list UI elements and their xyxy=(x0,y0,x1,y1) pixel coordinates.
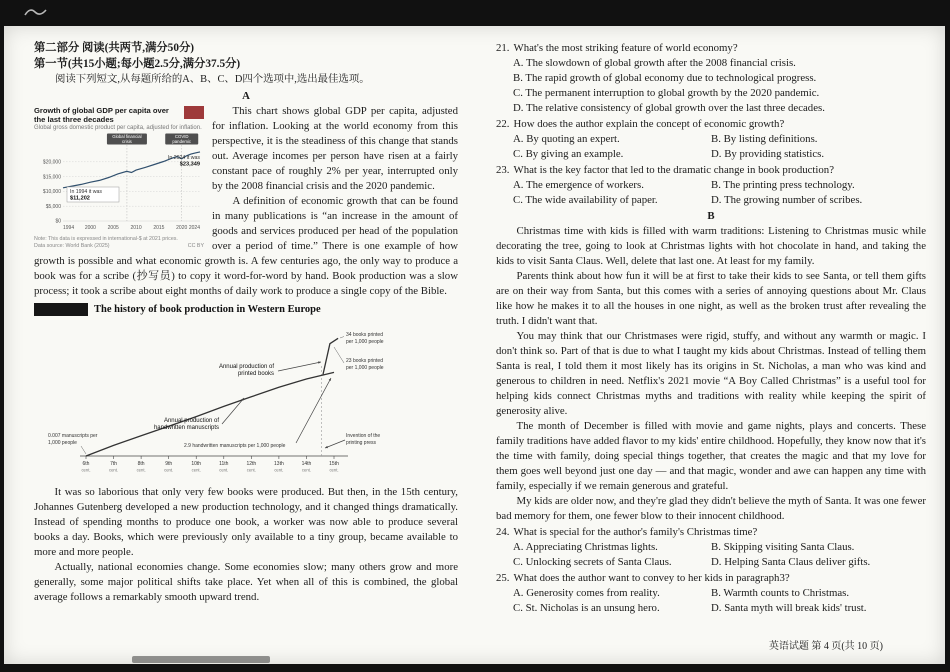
option: C. The permanent interruption to global growth by the 2020 pandemic. xyxy=(513,87,820,99)
printed-low-label: per 1,000 people xyxy=(346,365,384,371)
end-value: $23,349 xyxy=(179,161,200,168)
manuscripts-series-label: handwritten manuscripts xyxy=(153,425,219,431)
question-text: What does the author want to convey to her kids in paragraph3? xyxy=(513,572,790,584)
century-tick-sub: cent. xyxy=(246,467,256,473)
question-number: 25. xyxy=(496,572,510,584)
y-tick-label: $15,000 xyxy=(42,174,61,181)
press-label: Invention of the xyxy=(346,433,381,439)
century-tick: 11th xyxy=(219,461,229,467)
gdp-chart xyxy=(34,106,204,249)
event-annotation: crisis xyxy=(122,138,132,144)
passage-paragraph: Parents think about how fun it will be at first to take their kids to see Santa, or tell them gifts are on their way from Santa, but this comes with a series of annoying questions about Mr. Claus like how he makes it to all the houses in one night, as well as the broken trust after revealing the truth. I didn't want that. xyxy=(496,270,926,327)
manuscripts-series-label: Annual production of xyxy=(163,418,219,424)
passage-paragraph: This chart shows global GDP per capita, adjusted for inflation. Looking at the world economy from this perspective, it is the steadiness of this change that stands out. Average incomes per person have risen at a fairly constant pace of roughly 2% per year, interrupted only by the 2008 financial crisis and the 2020 pandemic. xyxy=(212,105,458,192)
x-tick-label: 2010 xyxy=(130,225,142,231)
options xyxy=(496,132,926,162)
section-heading: 第一节(共15小题;每小题2.5分,满分37.5分) xyxy=(34,58,241,70)
question-text: What's the most striking feature of world economy? xyxy=(513,42,738,54)
century-tick-sub: cent. xyxy=(301,467,311,473)
question-stem xyxy=(496,571,926,586)
question-23 xyxy=(496,163,926,208)
option: C. Unlocking secrets of Santa Claus. xyxy=(513,556,672,568)
passage-paragraph: It was so laborious that only very few books were produced. But then, in the 15th century, Johannes Gutenberg developed a new production technology, and it changed things dramatically. Instead of spending months to produce one book, a worker was now able to produce several books a day. Books, which were previously only available to a tiny group, became available to more and more people. xyxy=(34,486,458,558)
question-number: 22. xyxy=(496,118,510,130)
option: A. The emergence of workers. xyxy=(513,179,644,191)
option: B. By listing definitions. xyxy=(711,133,818,145)
printed-low-label: 23 books printed xyxy=(346,358,383,364)
century-tick: 14th xyxy=(301,461,312,467)
option: A. By quoting an expert. xyxy=(513,133,620,145)
owid-logo-dark xyxy=(34,303,88,316)
question-stem xyxy=(496,117,926,132)
century-tick: 7th xyxy=(110,461,118,467)
question-22 xyxy=(496,117,926,162)
gdp-chart-plot xyxy=(34,133,204,231)
press-label: printing press xyxy=(346,440,377,446)
part-heading: 第二部分 阅读(共两节,满分50分) xyxy=(34,42,195,54)
x-tick-label: 1994 xyxy=(63,225,75,231)
book-production-chart xyxy=(34,302,458,483)
options xyxy=(496,178,926,208)
x-tick-label: 2015 xyxy=(153,225,165,231)
manuscripts-end-label: 2.9 handwritten manuscripts per 1,000 people xyxy=(184,443,286,449)
option: B. The printing press technology. xyxy=(711,179,855,191)
scan-artifact xyxy=(132,656,270,663)
gdp-chart-source: Data source: World Bank (2025) xyxy=(34,242,110,249)
question-text: What is the key factor that led to the dramatic change in book production? xyxy=(513,164,834,176)
option: D. Santa myth will break kids' trust. xyxy=(711,602,867,614)
gdp-chart-subtitle: Global gross domestic product per capita, adjusted for inflation. xyxy=(34,125,202,131)
option: A. The slowdown of global growth after the 2008 financial crisis. xyxy=(513,57,796,69)
printed-series-label: printed books xyxy=(237,371,274,377)
left-column xyxy=(34,40,458,605)
license-label: CC BY xyxy=(187,242,204,249)
page-footer: 英语试题 第 4 页(共 10 页) xyxy=(768,641,883,652)
passage-paragraph: My kids are older now, and they're glad they didn't believe the myth of Santa. It was one fewer bad memory for them, one fewer blow to their innocent childhood. xyxy=(496,495,926,522)
start-value-label: In 1994 it was xyxy=(70,189,103,195)
manuscripts-start-label: 1,000 people xyxy=(48,440,77,446)
options xyxy=(496,540,926,570)
passage-b xyxy=(496,224,926,524)
gdp-chart-note: Note: This data is expressed in international-$ at 2021 prices. xyxy=(34,236,178,242)
y-tick-label: $5,000 xyxy=(45,203,61,210)
gdp-chart-note-block xyxy=(34,236,204,249)
century-tick-sub: cent. xyxy=(109,467,119,473)
question-text: What is special for the author's family's Christmas time? xyxy=(513,526,758,538)
question-stem xyxy=(496,41,926,56)
scan-mark xyxy=(22,3,52,21)
question-number: 23. xyxy=(496,164,510,176)
options xyxy=(496,56,926,116)
option: A. Appreciating Christmas lights. xyxy=(513,541,658,553)
x-tick-label: 2000 xyxy=(84,225,96,231)
book-chart-title: The history of book production in Western Europe xyxy=(94,304,321,315)
option: B. Skipping visiting Santa Claus. xyxy=(711,541,855,553)
owid-logo xyxy=(184,106,204,119)
option: D. By providing statistics. xyxy=(711,148,825,160)
century-tick: 10th xyxy=(191,461,202,467)
options xyxy=(496,586,926,616)
question-number: 24. xyxy=(496,526,510,538)
century-tick-sub: cent. xyxy=(81,467,91,473)
question-25 xyxy=(496,571,926,616)
option: A. Generosity comes from reality. xyxy=(513,587,660,599)
question-stem xyxy=(496,163,926,178)
gdp-chart-title: Growth of global GDP per capita over the last three decades xyxy=(34,106,169,124)
century-tick: 12th xyxy=(246,461,257,467)
option: B. The rapid growth of global economy due to technological progress. xyxy=(513,72,817,84)
x-tick-label: 2005 xyxy=(107,225,119,231)
century-tick-sub: cent. xyxy=(191,467,201,473)
option: C. By giving an example. xyxy=(513,148,624,160)
passage-a-bottom xyxy=(34,485,458,605)
passage-paragraph: The month of December is filled with movie and game nights, plays and concerts. These family traditions have added flavor to my kids' entire childhood. Hopefully, they know now that it's the time with family, doing special things together, that creates the magic and that my love for them goes well beyond just one day — and that magic, wonder and awe can happen any time with family, especially if we remain generous and grateful. xyxy=(496,420,926,492)
passage-paragraph: Actually, national economies change. Some economies slow; many others grow and more generally, some major political shifts take place. Yet when all of this is combined, the global average follows a remarkably smooth upward trend. xyxy=(34,561,458,603)
century-tick: 13th xyxy=(274,461,284,467)
start-value: $11,202 xyxy=(70,195,90,202)
printed-high-label: 34 books printed xyxy=(346,332,383,338)
century-tick-sub: cent. xyxy=(274,467,284,473)
century-tick-sub: cent. xyxy=(219,467,229,473)
century-tick-sub: cent. xyxy=(164,467,174,473)
printed-series-label: Annual production of xyxy=(218,364,274,370)
century-tick-sub: cent. xyxy=(136,467,146,473)
event-annotation: COVID xyxy=(174,134,189,140)
question-21 xyxy=(496,41,926,116)
option: D. The relative consistency of global growth over the last three decades. xyxy=(513,102,825,114)
event-annotation: Global financial xyxy=(112,134,142,140)
printed-high-label: per 1,000 people xyxy=(346,339,384,345)
manuscripts-start-label: 0.007 manuscripts per xyxy=(48,433,98,439)
question-number: 21. xyxy=(496,42,510,54)
century-tick: 9th xyxy=(165,461,173,467)
option: C. The wide availability of paper. xyxy=(513,194,658,206)
century-tick-sub: cent. xyxy=(329,467,339,473)
passage-a-label: A xyxy=(242,90,250,102)
option: D. Helping Santa Claus deliver gifts. xyxy=(711,556,871,568)
passage-paragraph: You may think that our Christmases were rigid, stuffy, and without any warmth or magic. I don't think so. Part of that is due to what I taught my kids about Christmas. Instead of telling them Santa is real, I told them it most likely has its origins in St. Nicholas, a man who was kind and generous to children in need. Netflix's 2021 movie “A Boy Called Christmas” is a useful tool for helping kids connect Christmas myths and traditions with reality while keeping the spirit of generosity alive. xyxy=(496,330,926,417)
question-text: How does the author explain the concept of economic growth? xyxy=(513,118,785,130)
right-column xyxy=(496,40,926,616)
y-tick-label: $10,000 xyxy=(42,189,61,196)
passage-b-label: B xyxy=(707,210,715,222)
passage-paragraph: Christmas time with kids is filled with warm traditions: Listening to Christmas music while decorating the tree, going to look at Christmas lights with hot chocolate in hand, and taking the kids to visit Santa Claus. Well, delete that last one. At least for my family. xyxy=(496,225,926,267)
book-chart-plot xyxy=(34,318,458,478)
y-tick-label: $20,000 xyxy=(42,159,61,166)
questions-21-23 xyxy=(496,41,926,208)
passage-a-top xyxy=(34,104,458,299)
century-tick: 15th xyxy=(329,461,339,467)
instructions: 阅读下列短文,从每题所给的A、B、C、D四个选项中,选出最佳选项。 xyxy=(55,74,370,85)
option: C. St. Nicholas is an unsung hero. xyxy=(513,602,660,614)
question-stem xyxy=(496,525,926,540)
questions-24-25 xyxy=(496,525,926,616)
option: B. Warmth counts to Christmas. xyxy=(711,587,850,599)
exam-paper xyxy=(4,26,945,664)
y-tick-label: $0 xyxy=(55,218,61,225)
passage-paragraph: A definition of economic growth that can be found in many publications is “an increase in the amount of goods and services produced per head of the population over a period of time.” There is one example of how growth is possible and what economic growth is. A few centuries ago, the only way to produce a book was for a scribe (抄写员) to copy it word-for-word by hand. Book production was a slow process; it took a scribe about eight months of daily work to produce a single copy of the Bible. xyxy=(34,195,458,297)
question-24 xyxy=(496,525,926,570)
end-value-label: In 2024 it was xyxy=(167,155,200,161)
gdp-chart-source-line xyxy=(34,243,204,250)
option: D. The growing number of scribes. xyxy=(711,194,863,206)
event-annotation: pandemic xyxy=(172,138,192,144)
x-tick-label: 2024 xyxy=(188,225,200,231)
century-tick: 6th xyxy=(82,461,90,467)
printed-line xyxy=(323,338,338,374)
x-tick-label: 2020 xyxy=(176,225,188,231)
century-tick: 8th xyxy=(137,461,145,467)
